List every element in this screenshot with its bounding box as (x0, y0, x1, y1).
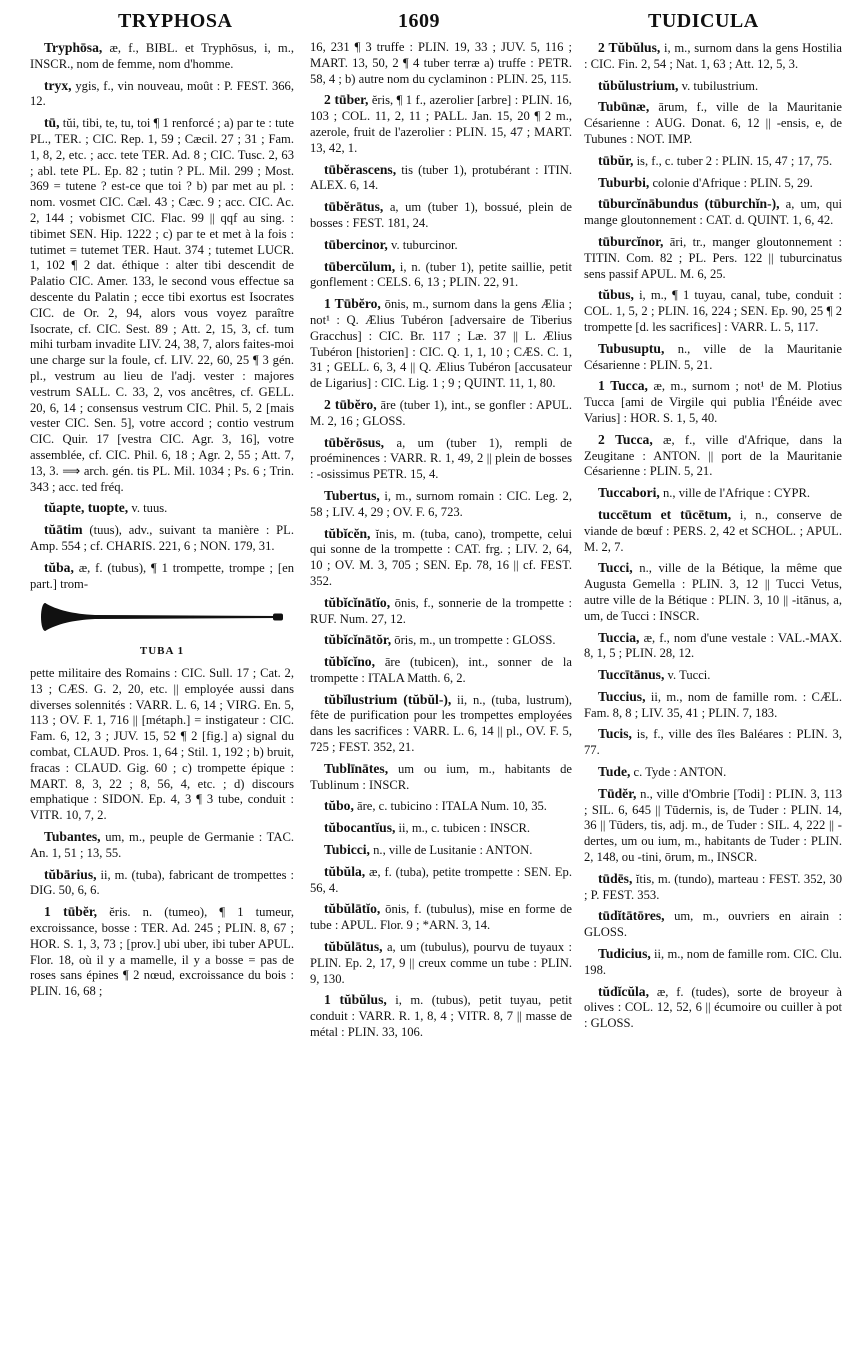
entry-headword: tū, (44, 115, 60, 131)
entry-definition: ĕris. n. (tumeo), ¶ 1 tumeur, excroissance, bosse : TER. Ad. 245 ; PLIN. 8, 67 ; HOR. S. 1, 3, 73 ; [prov.] ubi uber, ibi tuber APUL. Flor. 18, où il y a mamelle, il y a bosse = pas de roses sans épines ¶ 2 nœud, excroissance du bois : PLIN. 16, 68 ; (30, 905, 294, 999)
dictionary-entry (310, 992, 572, 1040)
dictionary-entry (584, 78, 842, 95)
entry-definition: āre, c. tubicino : ITALA Num. 10, 35. (357, 799, 547, 814)
dictionary-entry (30, 867, 294, 900)
header-first-word: TRYPHOSA (118, 10, 233, 32)
dictionary-entry (310, 692, 572, 756)
dictionary-entry (584, 946, 842, 979)
page-number: 1609 (398, 10, 440, 32)
entry-headword: tūburcĭnor, (598, 233, 664, 249)
entry-headword: 1 Tūbĕro, (324, 296, 381, 312)
entry-definition: æ, f. (tudes), sorte de broyeur à olives : COL. 12, 52, 6 || écumoire ou cuiller à pot : GLOSS. (584, 984, 842, 1031)
entry-definition: v. Tucci. (667, 668, 711, 683)
entry-headword: tŭātim (44, 522, 83, 538)
entry-definition: pette militaire des Romains : CIC. Sull. 17 ; Cat. 2, 13 ; CÆS. G. 2, 20, etc. || employée aussi dans diverses solennités : VARR. L. 6, 14 ; VIRG. En. 5, 113 ; OV. F. 1, 716 || [métaph.] = instigateur : CIC. Fam. 6, 12, 3 ; JUV. 15, 52 ¶ 2 [fig.] a) signal du combat, CLAUD. Pros. 1, 64 ; Stil. 1, 192 ; b) bruit, fracas : CLAUD. Gig. 60 ; c) trompette épique : MART. 8, 3, 22 ; 8, 56, 4, etc. ; d) discours emphatique : SIDON. Ep. 4, 3 ¶ 3 tube, conduit : VITR. 10, 7, 2. (30, 666, 294, 823)
dictionary-entry (584, 99, 842, 147)
figure-caption: TUBA 1 (139, 645, 185, 658)
entry-definition: a, um (tubulus), pourvu de tuyaux : PLIN. Ep. 2, 17, 9 || creux comme un tube : PLIN. 9, 130. (310, 940, 572, 986)
dictionary-entry (584, 432, 842, 480)
entry-headword: tūbercŭlum, (324, 258, 396, 274)
entry-definition: ārum, f., ville de la Mauritanie Césarienne : AUG. Donat. 6, 12 || -ensis, e, de Tubunes : NOT. IMP. (584, 100, 842, 146)
entry-definition: c. Tyde : ANTON. (633, 765, 727, 780)
entry-definition: ygis, f., vin nouveau, moût : P. FEST. 366, 12. (30, 78, 294, 109)
entry-headword: Tubūnæ, (598, 99, 650, 115)
entry-headword: tŭapte, tuopte, (44, 500, 129, 516)
entry-headword: tŭbārius, (44, 866, 97, 882)
entry-definition: ĭtis, m. (tundo), marteau : FEST. 352, 30 ; P. FEST. 353. (584, 871, 842, 902)
dictionary-entry (310, 296, 572, 392)
entry-headword: 2 tūber, (324, 92, 369, 108)
entry-headword: Tude, (598, 764, 631, 780)
dictionary-entry (310, 595, 572, 628)
entry-definition: ōnis, m., surnom dans la gens Ælia ; not¹ : Q. Ælius Tubéron [adversaire de Tiberius Gracchus] : CIC. Br. 117 ; Læ. 37 || L. Ælius Tubéron [historien] : CIC. Q. 1, 1, 10 ; CÆS. C. 1, 31 ; GELL. 6, 3, 4 || Q. Ælius Tubéron [accusateur de Ligarius] : CIC. Lig. 1 ; 9 ; QUINT. 11, 1, 80. (310, 297, 572, 391)
dictionary-entry (584, 175, 842, 192)
dictionary-entry (310, 820, 572, 837)
dictionary-entry (310, 259, 572, 292)
entry-headword: Tryphōsa, (44, 40, 103, 55)
dictionary-entry (30, 904, 294, 1000)
entry-headword: tŭbĭcĭno, (324, 654, 375, 670)
entry-headword: tŭdĭcŭla, (598, 983, 649, 999)
dictionary-entry (310, 199, 572, 232)
entry-headword: Tuburbi, (598, 174, 650, 190)
column-3 (584, 40, 842, 1340)
entry-definition: ii, m., nom de famille rom. : CÆL. Fam. 8, 8 ; LIV. 35, 41 ; PLIN. 7, 183. (584, 689, 842, 720)
dictionary-entry (584, 341, 842, 374)
entry-headword: 1 tūbĕr, (44, 904, 98, 920)
entry-headword: Tubusuptu, (598, 340, 665, 356)
entry-headword: Tuccius, (598, 688, 646, 704)
entry-headword: 2 Tucca, (598, 431, 653, 447)
entry-definition: tŭi, tibi, te, tu, toi ¶ 1 renforcé ; a) par te : tute PL., TER. ; CIC. Rep. 1, 59 ; Cæcil. 27 ; 31 ; Fam. 1, 8, 2, etc. ; acc. tete TER. Ad. 8 ; CIC. Tusc. 2, 63 ; abl. tete PL. Ep. 82 ; tutin ? PL. Mil. 299 ; Most. 369 = tutene ? est-ce que toi ? b) par met au pl. : nom. vosmet CIC. Cæl. 43 ; Cæc. 9 ; acc. CIC. Ac. 2, 144 ; vobismet CIC. Flac. 99 || qqf au sing. : tibimet SEN. Hip. 1222 ; c) par te et met à la fois : tutimet = tutemet TER. Haut. 374 ; tutemet LUCR. 1, 102 ¶ 2 dat. éthique : alter tibi descendit de Palatio CIC. Amer. 133, le second vous effectue sa descente du Palatin ; ecce tibi exortus est Isocrates CIC. de Or. 2, 94, alors vous voyez paraître Isocrate, cf. CIC. Sest. 89 ; Att. 2, 15, 3, cf. tum mihi turbam invadite LIV. 24, 38, 7, alors faites-moi une charge sur la foule, cf. LIV. 22, 60, 25 ¶ 3 gén. pl., vestrum au lieu de l'adj. vester : majores vestrum SALL. C. 33, 2, vos ancêtres, cf. GELL. 20, 6, 14 ; consensus vestrum CIC. Phil. 5, 2 [mais vester CIC. Sen. 5], votre accord ; contio vestrum CIC. Quir. 17 [vestra CIC. Agr. 3, 16], votre assemblée, cf. CIC. Phil. 6, 18 ; Agr. 2, 55 ; Att. 7, 13, 3. ⟹ arch. gén. tis PL. Mil. 1034 ; Ps. 6 ; Trin. 343 ; acc. ted fréq. (30, 116, 294, 494)
entry-definition: i, m., surnom romain : CIC. Leg. 2, 58 ; LIV. 4, 29 ; OV. F. 6, 723. (310, 488, 572, 519)
entry-definition: i, m., surnom dans la gens Hostilia : CIC. Fin. 2, 54 ; Nat. 1, 63 ; Att. 12, 5, 3. (584, 41, 842, 71)
entry-headword: tŭbĭcĭnātĭo, (324, 594, 391, 610)
entry-definition: ĭnis, m. (tuba, cano), trompette, celui qui sonne de la trompette : CAT. frg. ; LIV. 2, 64, 10 ; OV. M. 3, 705 ; SEN. Ep. 78, 16 || cf. FEST. 352. (310, 526, 572, 588)
dictionary-entry (584, 507, 842, 555)
dictionary-entry (584, 378, 842, 426)
dictionary-entry (584, 786, 842, 866)
dictionary-entry (310, 397, 572, 430)
entry-headword: Tuccabori, (598, 485, 660, 501)
entry-definition: n., ville d'Ombrie [Todi] : PLIN. 3, 113 ; SIL. 6, 645 || Tūdernis, is, de Tuder : PLIN. 14, 36 || Tūders, tis, adj. m., de Tuder : SIL. 4, 222 || -dertes, um ou ium, m., habitants de Tuder : PLIN. 2, 148, ou -tini, ōrum, m., INSCR. (584, 786, 842, 865)
entry-headword: 1 Tucca, (598, 378, 648, 394)
dictionary-entry (310, 488, 572, 521)
dictionary-entry (310, 162, 572, 195)
entry-headword: tŭbŭlustrium, (598, 77, 679, 93)
dictionary-entry (584, 485, 842, 502)
entry-definition: ōnis, f., sonnerie de la trompette : RUF. Num. 27, 12. (310, 595, 572, 626)
entry-definition: ĕris, ¶ 1 f., azerolier [arbre] : PLIN. 16, 103 ; COL. 11, 2, 11 ; PALL. Jan. 15, 20 ¶ 2 m., azerole, fruit de l'azerolier : PLIN. 15, 47 ; MART. 13, 42, 1. (310, 93, 572, 155)
entry-headword: tryx, (44, 77, 72, 93)
entry-definition: n., ville de la Mauritanie Césarienne : PLIN. 5, 21. (584, 341, 842, 372)
entry-definition: n., ville de Lusitanie : ANTON. (373, 843, 533, 858)
dictionary-entry (30, 829, 294, 862)
entry-headword: 2 Tŭbŭlus, (598, 40, 661, 55)
dictionary-entry (310, 798, 572, 815)
dictionary-entry (30, 500, 294, 517)
entry-definition: um, m., peuple de Germanie : TAC. An. 1, 51 ; 13, 55. (30, 830, 294, 860)
entry-headword: tūdĭtātōres, (598, 908, 665, 924)
dictionary-entry (30, 78, 294, 111)
dictionary-entry (584, 908, 842, 941)
dictionary-entry (310, 435, 572, 483)
dictionary-entry (310, 939, 572, 987)
entry-headword: 1 tŭbŭlus, (324, 992, 387, 1008)
entry-headword: tūbŭr, (598, 152, 634, 168)
entry-headword: tŭba, (44, 559, 74, 575)
dictionary-entry (584, 764, 842, 781)
dictionary-entry (310, 761, 572, 794)
entry-headword: tŭbŭlātus, (324, 939, 383, 955)
entry-headword: Tubicci, (324, 842, 370, 858)
column-2 (310, 40, 572, 1340)
entry-headword: Tudicius, (598, 946, 651, 962)
entry-headword: Tucci, (598, 560, 633, 576)
entry-headword: Tublīnātes, (324, 760, 389, 776)
dictionary-entry (310, 901, 572, 934)
entry-definition: um, m., ouvriers en airain : GLOSS. (584, 909, 842, 940)
entry-definition: æ, f. (tubus), ¶ 1 trompette, trompe ; [en part.] trom- (30, 560, 294, 591)
entry-definition: æ, f., nom d'une vestale : VAL.-MAX. 8, 1, 5 ; PLIN. 28, 12. (584, 630, 842, 661)
dictionary-entry (584, 153, 842, 170)
entry-headword: tŭbĭlustrium (tŭbŭl-), (324, 691, 452, 707)
entry-definition: ōris, m., un trompette : GLOSS. (394, 633, 556, 648)
dictionary-entry (584, 667, 842, 684)
entry-definition: (tuus), adv., suivant ta manière : PL. Amp. 554 ; cf. CHARIS. 221, 6 ; NON. 179, 31. (30, 523, 294, 553)
entry-definition: i, m., ¶ 1 tuyau, canal, tube, conduit : COL. 1, 5, 2 ; PLIN. 16, 224 ; SEN. Ep. 90, 25 ¶ 2 trompette [d. les sacrifices] : VARR. L. 5, 117. (584, 288, 842, 334)
entry-definition: colonie d'Afrique : PLIN. 5, 29. (652, 175, 813, 190)
entry-headword: tūbĕrascens, (324, 161, 397, 177)
entry-headword: tuccētum et tūcētum, (598, 506, 732, 522)
entry-headword: Tubantes, (44, 829, 101, 845)
entry-headword: tŭbus, (598, 287, 634, 303)
entry-definition: is, f., ville des îles Baléares : PLIN. 3, 77. (584, 727, 842, 758)
running-header (0, 10, 862, 38)
entry-headword: tūburcĭnābundus (tūburchĭn-), (598, 196, 780, 212)
dictionary-entry (584, 630, 842, 663)
entry-headword: Tuccītānus, (598, 667, 665, 683)
entry-definition: æ, m., surnom ; not¹ de M. Plotius Tucca [ami de Virgile qui publia l'Énéide avec Varius] : HOR. S. 1, 5, 40. (584, 379, 842, 425)
dictionary-entry (310, 92, 572, 156)
entry-definition: a, um, qui mange gloutonnement : CAT. d. QUINT. 1, 6, 42. (584, 197, 842, 228)
entry-headword: tŭbo, (324, 798, 354, 814)
dictionary-entry (310, 654, 572, 687)
entry-definition: tis (tuber 1), protubérant : ITIN. ALEX. 6, 14. (310, 162, 572, 193)
dictionary-entry (584, 196, 842, 229)
entry-headword: tŭbĭcĕn, (324, 525, 371, 541)
entry-definition: ōnis, f. (tubulus), mise en forme de tube : APUL. Flor. 9 ; *ARN. 3, 14. (310, 902, 572, 933)
entry-definition: a, um (tuber 1), rempli de proéminences : VARR. R. 1, 49, 2 || plein de bosses : -osissimus PETR. 15, 4. (310, 435, 572, 482)
entry-definition: ii, n., (tuba, lustrum), fête de purification pour les trompettes employées dans les sacrifices : VARR. L. 6, 14 || pl., OV. F. 5, 725 ; FEST. 352, 21. (310, 692, 572, 755)
dictionary-entry (584, 40, 842, 73)
entry-definition: āri, tr., manger gloutonnement : TITIN. Com. 82 ; PL. Pers. 122 || tuburcinatus sens passif APUL. M. 6, 25. (584, 234, 842, 281)
entry-headword: tūbĕrātus, (324, 199, 384, 215)
entry-definition: æ, f. (tuba), petite trompette : SEN. Ep. 56, 4. (310, 864, 572, 895)
dictionary-entry (584, 984, 842, 1032)
dictionary-entry (30, 666, 294, 824)
tuba-figure (30, 600, 294, 660)
dictionary-entry (310, 237, 572, 254)
tuba-trumpet-illustration (37, 600, 287, 634)
entry-definition: v. tubilustrium. (681, 78, 759, 93)
entry-definition: v. tuburcinor. (390, 237, 458, 252)
entry-headword: tŭbŭla, (324, 863, 366, 879)
entry-headword: 2 tūbĕro, (324, 396, 377, 412)
entry-definition: is, f., c. tuber 2 : PLIN. 15, 47 ; 17, 75. (636, 153, 833, 168)
entry-definition: um ou ium, m., habitants de Tublinum : INSCR. (310, 761, 572, 792)
dictionary-entry (584, 871, 842, 904)
dictionary-entry (30, 522, 294, 555)
header-last-word: TUDICULA (648, 10, 759, 32)
dictionary-entry (310, 842, 572, 859)
entry-definition: ii, m., c. tubicen : INSCR. (398, 821, 531, 836)
entry-definition: āre (tuber 1), int., se gonfler : APUL. M. 2, 16 ; GLOSS. (310, 397, 572, 428)
entry-headword: tūbercinor, (324, 236, 388, 252)
dictionary-entry (584, 560, 842, 624)
entry-definition: ii, m., nom de famille rom. CIC. Clu. 198. (584, 947, 842, 977)
dictionary-entry (310, 864, 572, 897)
dictionary-entry (584, 726, 842, 759)
entry-definition: i, n. (tuber 1), petite saillie, petit gonflement : CELS. 6, 13 ; PLIN. 22, 91. (310, 259, 572, 290)
dictionary-entry (30, 560, 294, 593)
entry-headword: tŭbĭcĭnātŏr, (324, 632, 392, 648)
entry-definition: a, um (tuber 1), bossué, plein de bosses : FEST. 181, 24. (310, 200, 572, 230)
entry-definition: v. tuus. (131, 501, 168, 516)
entry-definition: 16, 231 ¶ 3 truffe : PLIN. 19, 33 ; JUV. 5, 116 ; MART. 13, 50, 2 ¶ 4 tuber terræ a) truffe : PETR. 58, 4 ; b) autre nom du cyclaminon : PLIN. 25, 115. (310, 40, 572, 86)
entry-definition: æ, f., BIBL. et Tryphōsus, i, m., INSCR., nom de femme, nom d'homme. (30, 41, 294, 71)
column-1 (30, 40, 294, 1340)
entry-definition: n., ville de la Bétique, la même que Augusta Gemella : PLIN. 3, 12 || Tucci Vetus, autre ville de la Bétique : PLIN. 3, 10 || -itānus, a, um, de Tucci : INSCR. (584, 561, 842, 623)
entry-definition: ii, m. (tuba), fabricant de trompettes : DIG. 50, 6, 6. (30, 867, 294, 898)
entry-definition: æ, f., ville d'Afrique, dans la Zeugitane : ANTON. || port de la Mauritanie Césarienne : PLIN. 5, 21. (584, 432, 842, 479)
entry-definition: n., ville de l'Afrique : CYPR. (662, 486, 811, 501)
dictionary-entry (584, 287, 842, 335)
dictionary-entry (30, 40, 294, 73)
entry-definition: āre (tubicen), int., sonner de la trompette : ITALA Matth. 6, 2. (310, 655, 572, 685)
dictionary-entry (584, 234, 842, 282)
entry-headword: tūdēs, (598, 870, 633, 886)
entry-headword: Tūdĕr, (598, 785, 637, 801)
dictionary-entry (584, 689, 842, 722)
entry-headword: Tucis, (598, 726, 632, 742)
dictionary-entry (30, 115, 294, 495)
entry-headword: tūbĕrōsus, (324, 434, 385, 450)
entry-definition: i, n., conserve de viande de bœuf : PERS. 2, 42 et SCHOL. ; APUL. M. 2, 7. (584, 507, 842, 554)
dictionary-entry (310, 632, 572, 649)
entry-headword: tŭbocantĭus, (324, 820, 396, 836)
entry-headword: Tuccia, (598, 629, 640, 645)
entry-headword: tŭbŭlātĭo, (324, 901, 381, 917)
entry-definition: i, m. (tubus), petit tuyau, petit conduit : VARR. R. 1, 8, 4 ; VITR. 8, 7 || masse de métal : PLIN. 33, 106. (310, 993, 572, 1040)
dictionary-entry (310, 526, 572, 590)
dictionary-entry (310, 40, 572, 87)
entry-headword: Tubertus, (324, 487, 380, 503)
